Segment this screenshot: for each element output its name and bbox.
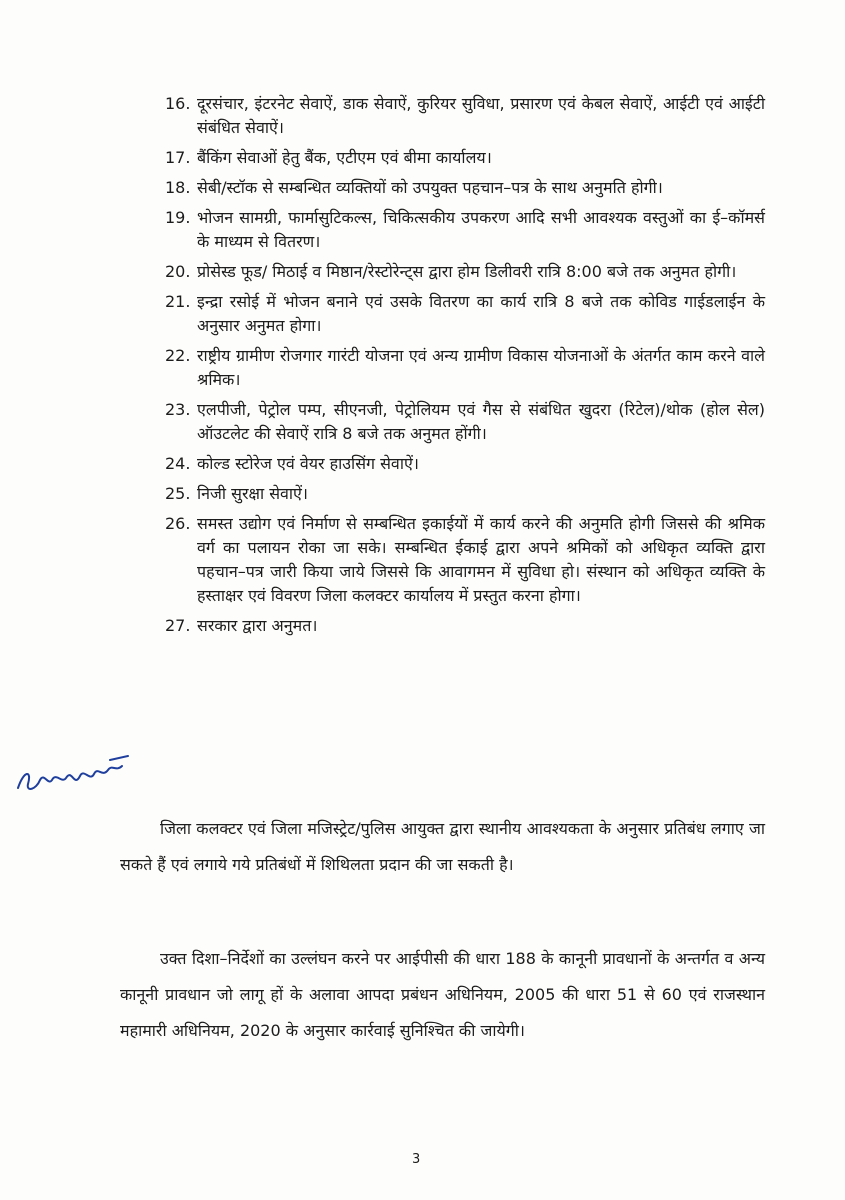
violation-paragraph: उक्त दिशा–निर्देशों का उल्लंघन करने पर आईपीसी की धारा 188 के कानूनी प्रावधानों के अन्तर्गत व अन्य कानूनी प्रावधान जो लागू हों के अलावा आपदा प्रबंधन अधिनियम, 2005 की धारा 51 से 60 एवं राजस्थान महामारी अधिनियम, 2020 के अनुसार कार्रवाई सुनिश्चित की जायेगी।	[120, 949, 765, 1040]
item-text: भोजन सामग्री, फार्मासुटिकल्स, चिकित्सकीय उपकरण आदि सभी आवश्यक वस्तुओं का ई–कॉमर्स के माध्यम से वितरण।	[197, 208, 765, 251]
item-text: दूरसंचार, इंटरनेट सेवाऐं, डाक सेवाऐं, कुरियर सुविधा, प्रसारण एवं केबल सेवाऐं, आईटी एवं आईटी संबंधित सेवाऐं।	[197, 94, 765, 137]
numbered-list	[165, 92, 765, 644]
item-number: 27.	[165, 616, 191, 635]
item-text: प्रोसेस्ड फूड/ मिठाई व मिष्ठान/रेस्टोरेन्ट्स द्वारा होम डिलीवरी रात्रि 8:00 बजे तक अनुमत होगी।	[197, 262, 737, 281]
list-item	[165, 206, 765, 254]
item-number: 24.	[165, 454, 191, 473]
item-number: 18.	[165, 178, 191, 197]
item-text: इन्द्रा रसोई में भोजन बनाने एवं उसके वितरण का कार्य रात्रि 8 बजे तक कोविड गाईडलाईन के अनुसार अनुमत होगा।	[197, 292, 765, 335]
item-number: 19.	[165, 208, 191, 227]
item-text: एलपीजी, पेट्रोल पम्प, सीएनजी, पेट्रोलियम एवं गैस से संबंधित खुदरा (रिटेल)/थोक (होल सेल) ऑउटलेट की सेवाऐं रात्रि 8 बजे तक अनुमत होंगी।	[197, 400, 765, 443]
list-item	[165, 176, 765, 200]
item-number: 26.	[165, 514, 191, 533]
list-item	[165, 260, 765, 284]
item-text: सेबी/स्टॉक से सम्बन्धित व्यक्तियों को उपयुक्त पहचान–पत्र के साथ अनुमति होगी।	[197, 178, 663, 197]
page-number: 3	[412, 1152, 421, 1167]
item-number: 25.	[165, 484, 191, 503]
item-text: सरकार द्वारा अनुमत।	[197, 616, 318, 635]
item-number: 16.	[165, 94, 191, 113]
item-number: 22.	[165, 346, 191, 365]
list-item	[165, 614, 765, 638]
list-item	[165, 482, 765, 506]
item-number: 23.	[165, 400, 191, 419]
item-text: राष्ट्रीय ग्रामीण रोजगार गारंटी योजना एवं अन्य ग्रामीण विकास योजनाओं के अंतर्गत काम करने वाले श्रमिक।	[197, 346, 765, 389]
list-item	[165, 290, 765, 338]
restriction-paragraph: जिला कलक्टर एवं जिला मजिस्ट्रेट/पुलिस आयुक्त द्वारा स्थानीय आवश्यकता के अनुसार प्रतिबंध लगाए जा सकते हैं एवं लगाये गये प्रतिबंधों में शिथिलता प्रदान की जा सकती है।	[120, 819, 765, 874]
list-item	[165, 398, 765, 446]
item-number: 17.	[165, 148, 191, 167]
item-number: 20.	[165, 262, 191, 281]
list-item	[165, 452, 765, 476]
item-text: निजी सुरक्षा सेवाऐं।	[197, 484, 308, 503]
item-text: कोल्ड स्टोरेज एवं वेयर हाउसिंग सेवाऐं।	[197, 454, 419, 473]
item-text: समस्त उद्योग एवं निर्माण से सम्बन्धित इकाईयों में कार्य करने की अनुमति होगी जिससे की श्रमिक वर्ग का पलायन रोका जा सके। सम्बन्धित ईकाई द्वारा अपने श्रमिकों को अधिकृत व्यक्ति द्वारा पहचान–पत्र जारी किया जाये जिससे कि आवागमन में सुविधा हो। संस्थान को अधिकृत व्यक्ति के हस्ताक्षर एवं विवरण जिला कलक्टर कार्यालय में प्रस्तुत करना होगा।	[197, 514, 765, 605]
list-item	[165, 512, 765, 608]
list-item	[165, 344, 765, 392]
item-number: 21.	[165, 292, 191, 311]
signature	[10, 740, 140, 800]
item-text: बैंकिंग सेवाओं हेतु बैंक, एटीएम एवं बीमा कार्यालय।	[197, 148, 492, 167]
list-item	[165, 92, 765, 140]
list-item	[165, 146, 765, 170]
